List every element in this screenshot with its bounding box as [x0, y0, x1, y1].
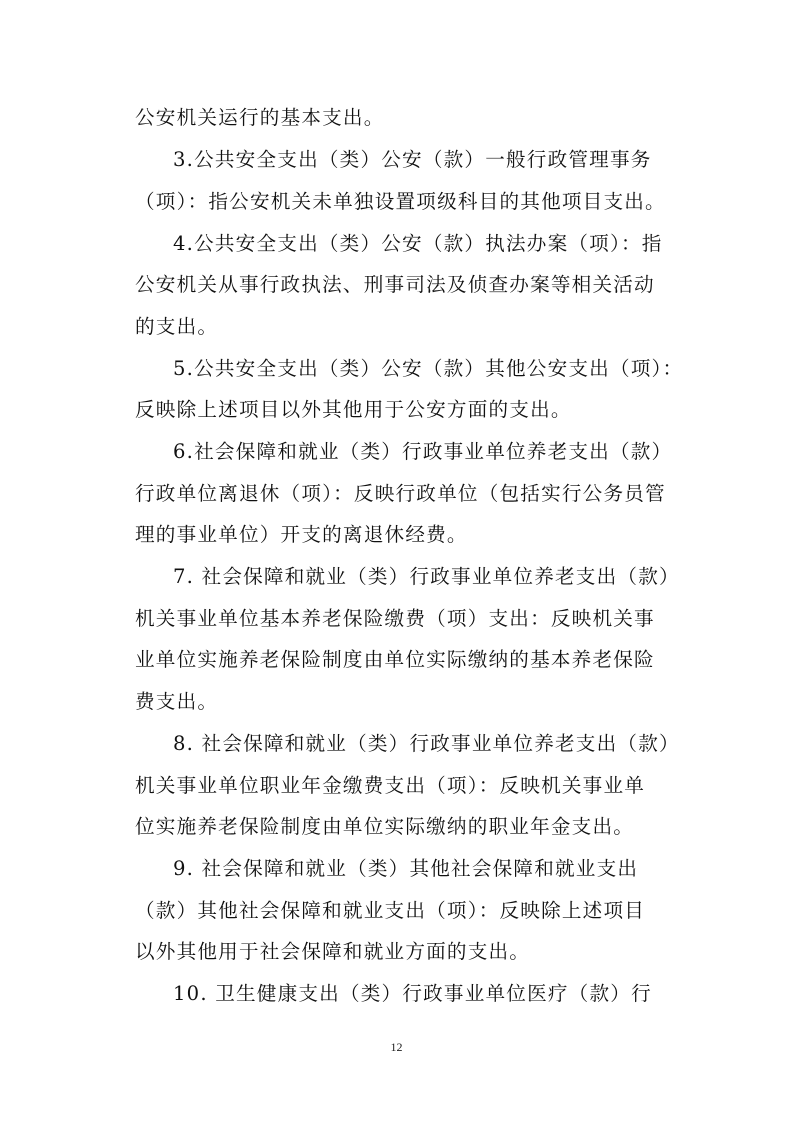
text-line: 行政单位离退休（项）：反映行政单位（包括实行公务员管	[135, 482, 666, 505]
text-line: 的支出。	[135, 315, 219, 338]
page-number: 12	[390, 1040, 403, 1054]
text-line: 位实施养老保险制度由单位实际缴纳的职业年金支出。	[135, 815, 635, 838]
text-line: 机关事业单位基本养老保险缴费（项）支出：反映机关事	[135, 607, 655, 630]
text-line: 6.社会保障和就业（类）行政事业单位养老支出（款）	[173, 440, 673, 463]
text-line: 4.公共安全支出（类）公安（款）执法办案（项）：指	[173, 232, 663, 255]
text-line: 以外其他用于社会保障和就业方面的支出。	[135, 940, 531, 963]
text-line: 业单位实施养老保险制度由单位实际缴纳的基本养老保险	[135, 648, 655, 671]
text-line: 机关事业单位职业年金缴费支出（项）：反映机关事业单	[135, 774, 646, 797]
text-line: 公安机关从事行政执法、刑事司法及侦查办案等相关活动	[135, 273, 655, 296]
text-line: 公安机关运行的基本支出。	[135, 106, 385, 129]
text-line: （项）：指公安机关未单独设置项级科目的其他项目支出。	[135, 190, 666, 213]
text-line: 10. 卫生健康支出（类）行政事业单位医疗（款）行	[173, 982, 652, 1005]
text-line: 费支出。	[135, 690, 219, 713]
text-line: 5.公共安全支出（类）公安（款）其他公安支出（项）：	[173, 357, 684, 380]
text-line: 9. 社会保障和就业（类）其他社会保障和就业支出	[173, 857, 639, 880]
text-line: 7. 社会保障和就业（类）行政事业单位养老支出（款）	[173, 565, 680, 588]
text-line: （款）其他社会保障和就业支出（项）：反映除上述项目	[135, 899, 646, 922]
text-line: 8. 社会保障和就业（类）行政事业单位养老支出（款）	[173, 732, 680, 755]
text-line: 理的事业单位）开支的离退休经费。	[135, 523, 468, 546]
text-line: 反映除上述项目以外其他用于公安方面的支出。	[135, 398, 572, 421]
text-line: 3.公共安全支出（类）公安（款）一般行政管理事务	[173, 148, 652, 171]
